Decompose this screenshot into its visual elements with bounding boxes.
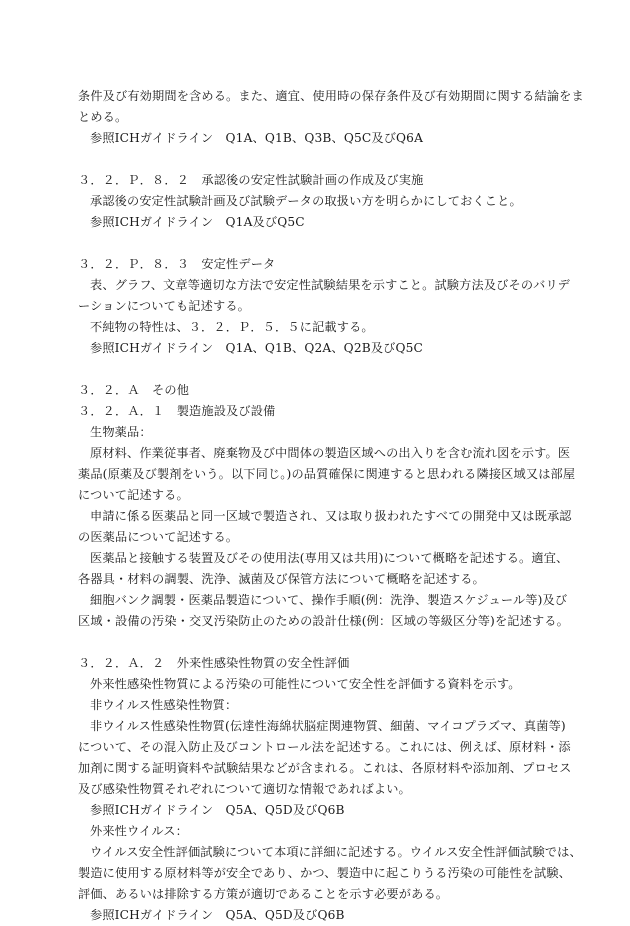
- text-line: とめる。: [78, 110, 128, 124]
- text-line: 加剤に関する証明資料や試験結果などが含まれる。これは、各原材料や添加剤、プロセス: [78, 761, 572, 775]
- text-line: 原材料、作業従事者、廃棄物及び中間体の製造区域への出入りを含む流れ図を示す。医: [90, 446, 571, 460]
- text-line: 評価、あるいは排除する方策が適切であることを示す必要がある。: [78, 887, 449, 901]
- text-line: について記述する。: [78, 488, 189, 502]
- paragraph-gap: [78, 233, 576, 254]
- text-line: 生物薬品：: [90, 425, 152, 439]
- paragraph-gap: [78, 149, 576, 170]
- text-line: ３．２．Ａ．２ 外来性感染性物質の安全性評価: [78, 656, 350, 670]
- text-line: 条件及び有効期間を含める。また、適宜、使用時の保存条件及び有効期間に関する結論をま: [78, 89, 584, 103]
- paragraph-gap: [78, 632, 576, 653]
- text-line: 各器具・材料の調製、洗浄、滅菌及び保管方法について概略を記述する。: [78, 572, 485, 586]
- text-line: 製造に使用する原材料等が安全であり、かつ、製造中に起こりうる汚染の可能性を試験、: [78, 866, 572, 880]
- text-line: ウイルス安全性評価試験について本項に詳細に記述する。ウイルス安全性評価試験では、: [90, 845, 582, 859]
- text-line: 細胞バンク調製・医薬品製造について、操作手順(例：洗浄、製造スケジュール等)及び: [90, 593, 568, 607]
- paragraph-gap: [78, 359, 576, 380]
- text-line: 非ウイルス性感染性物質：: [90, 698, 238, 712]
- text-line: 参照ICHガイドライン Q5A、Q5D及びQ6B: [90, 803, 345, 817]
- text-line: ３．２．Ａ．１ 製造施設及び設備: [78, 404, 276, 418]
- text-line: 参照ICHガイドライン Q1A、Q1B、Q2A、Q2B及びQ5C: [90, 341, 424, 355]
- text-line: の医薬品について記述する。: [78, 530, 239, 544]
- text-line: ３．２．Ｐ．８．２ 承認後の安定性試験計画の作成及び実施: [78, 173, 424, 187]
- text-line: 薬品(原薬及び製剤をいう。以下同じ。)の品質確保に関連すると思われる隣接区域又は部屋: [78, 467, 576, 481]
- text-line: 申請に係る医薬品と同一区域で製造され、又は取り扱われたすべての開発中又は既承認: [90, 509, 572, 523]
- text-line: について、その混入防止及びコントロール法を記述する。これには、例えば、原材料・添: [78, 740, 571, 754]
- text-line: 参照ICHガイドライン Q1A、Q1B、Q3B、Q5C及びQ6A: [90, 131, 424, 145]
- text-line: 区域・設備の汚染・交叉汚染防止のための設計仕様(例：区域の等級区分等)を記述する。: [78, 614, 569, 628]
- text-line: 非ウイルス性感染性物質(伝達性海綿状脳症関連物質、細菌、マイコプラズマ、真菌等): [90, 719, 566, 733]
- text-line: 外来性ウイルス：: [90, 824, 188, 838]
- text-line: 医薬品と接触する装置及びその使用法(専用又は共用)について概略を記述する。適宜、: [90, 551, 569, 565]
- text-line: 参照ICHガイドライン Q5A、Q5D及びQ6B: [90, 908, 345, 922]
- text-line: ３．２．Ｐ．８．３ 安定性データ: [78, 257, 276, 271]
- document-body: [78, 86, 584, 926]
- text-line: 承認後の安定性試験計画及び試験データの取扱い方を明らかにしておくこと。: [90, 194, 522, 208]
- text-line: ３．２．Ａ その他: [78, 383, 190, 397]
- text-line: 表、グラフ、文章等適切な方法で安定性試験結果を示すこと。試験方法及びそのバリデ: [90, 278, 570, 292]
- text-line: 参照ICHガイドライン Q1A及びQ5C: [90, 215, 305, 229]
- text-line: ーションについても記述する。: [78, 299, 250, 313]
- text-line: 及び感染性物質それぞれについて適切な情報であればよい。: [78, 782, 411, 796]
- text-line: 外来性感染性物質による汚染の可能性について安全性を評価する資料を示す。: [90, 677, 521, 691]
- text-line: 不純物の特性は、３．２．Ｐ．５．５に記載する。: [90, 320, 374, 334]
